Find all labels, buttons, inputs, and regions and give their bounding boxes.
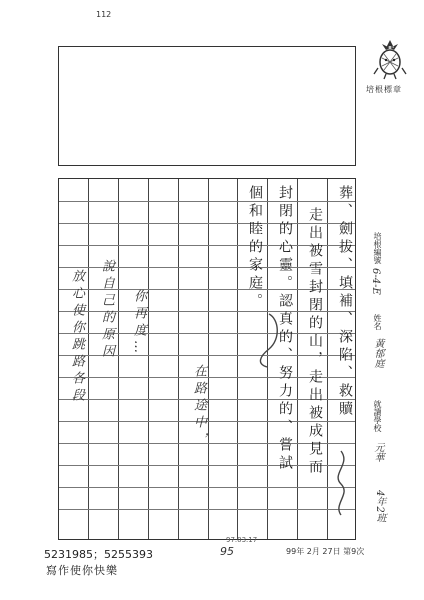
- page-code: 112: [96, 10, 112, 19]
- essay-column-3: 封閉的心靈。認真的、努力的、嘗試: [277, 185, 293, 473]
- grid-row-line: [59, 201, 355, 202]
- grid-row-line: [59, 487, 355, 488]
- date-year: 99: [286, 547, 297, 556]
- issue-label: 第: [343, 547, 352, 556]
- grading-mark-icon: [249, 309, 289, 369]
- grid-col-line: [148, 179, 149, 539]
- score: 95: [220, 545, 234, 558]
- number-label: 培根編號: [373, 232, 382, 264]
- date-day-unit: 日: [332, 547, 341, 556]
- essay-column-4: 個和睦的家庭。: [247, 185, 263, 311]
- name-label: 姓名: [373, 314, 382, 330]
- grid-col-line: [297, 179, 298, 539]
- essay-column-8: 放心使你跳路各段: [69, 269, 84, 405]
- grid-col-line: [208, 179, 209, 539]
- school-value: 元華: [372, 442, 383, 462]
- essay-column-1: 葬、劍拔、填補、深陷、救贖: [337, 185, 353, 419]
- grading-mark-icon: [327, 449, 355, 519]
- logo-caption: 培根標章: [366, 85, 402, 94]
- grid-col-line: [178, 179, 179, 539]
- date-day: 27: [322, 547, 333, 556]
- footer-slogan: 寫作使你快樂: [46, 564, 118, 577]
- date-year-unit: 年: [296, 547, 305, 556]
- grid-col-line: [237, 179, 238, 539]
- number-value: 6-4-E: [370, 268, 381, 295]
- grid-col-line: [118, 179, 119, 539]
- grade-value: 4年2班: [374, 490, 385, 523]
- blank-box: [58, 46, 356, 166]
- issue-value: 9: [351, 547, 357, 556]
- pineapple-logo-icon: [368, 38, 412, 80]
- essay-column-2: 走出被雪封閉的山，走出被成見而: [307, 207, 323, 477]
- school-label: 就讀學校: [373, 400, 382, 432]
- essay-column-6: 你再度…: [131, 289, 146, 357]
- essay-column-5: 在路途中，: [191, 364, 206, 449]
- date-stamp: 97.03.17: [226, 536, 258, 544]
- grid-row-line: [59, 509, 355, 510]
- issue-unit: 次: [356, 547, 365, 556]
- writing-grid: [58, 178, 356, 540]
- essay-column-7: 說自己的原因: [99, 259, 114, 361]
- name-value: 黃郁庭: [372, 338, 383, 368]
- date-month-unit: 月: [311, 547, 320, 556]
- footer-phone: 5231985；5255393: [44, 548, 153, 561]
- date-month: 2: [306, 547, 312, 556]
- grid-col-line: [88, 179, 89, 539]
- footer-date: [286, 546, 364, 557]
